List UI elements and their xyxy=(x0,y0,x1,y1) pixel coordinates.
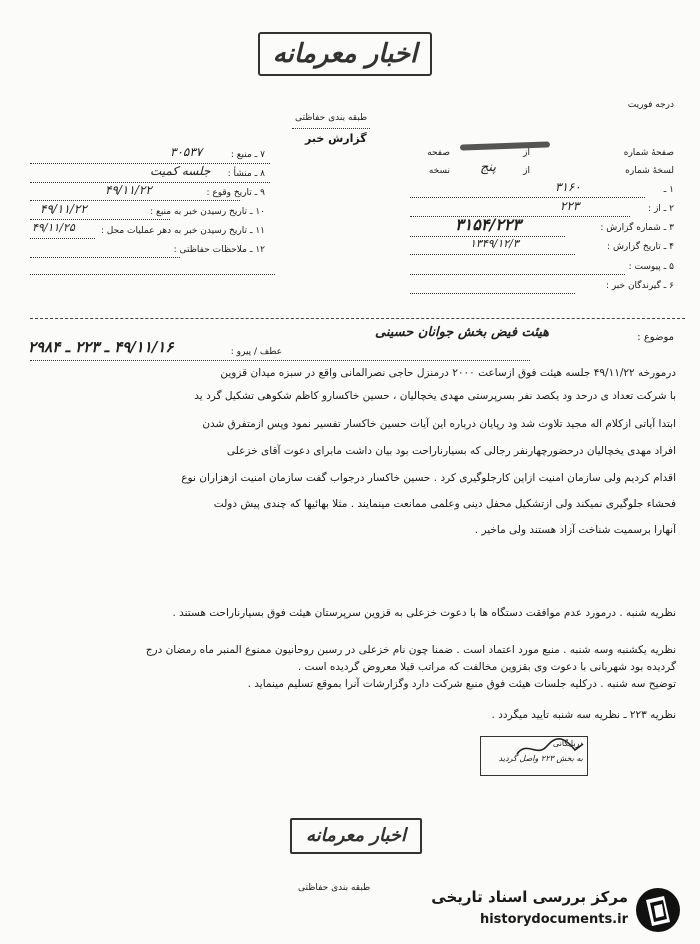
attachment-label: ۵ ـ پیوست : xyxy=(628,262,674,272)
body-line: افراد مهدی یخچالیان درحضورچهارنفر رجالی که بسیارناراحت بود بیان داشت مابرای دعوت آقای خزعلی xyxy=(226,445,676,457)
urgency-label: درجه فوریت xyxy=(627,100,674,110)
local-received-label: ۱۱ ـ تاریخ رسیدن خبر به دهر عملیات محل : xyxy=(100,226,265,236)
bottom-stamp-text: اخبار معرمانه xyxy=(305,825,407,846)
footer-org-name: مرکز بررسی اسناد تاریخی xyxy=(431,888,628,906)
footer-url: historydocuments.ir xyxy=(479,912,628,927)
top-stamp xyxy=(258,32,432,76)
body-line: ابتدا آیاتی ازکلام اله مجید تلاوت شد ود رپایان درباره این آیات حسین خاکسار تفسیر نمود وپس ازمتفرق شدن xyxy=(202,418,676,430)
item1-label: ۱ ـ xyxy=(663,185,674,195)
occurrence-date-label: ۹ ـ تاریخ وقوع : xyxy=(206,188,265,198)
report-title: گزارش خبر xyxy=(305,132,367,145)
classification-top: طبقه بندی حفاظتی xyxy=(295,113,368,123)
redaction-mark xyxy=(460,141,550,150)
top-stamp-text: اخبار معرمانه xyxy=(272,39,418,69)
subject-value: هیئت فیض بخش جوانان حسینی xyxy=(375,325,550,340)
copy-number-label: لسخهٔ شماره xyxy=(625,166,674,176)
body-line: اقدام کردیم ولی سازمان امنیت ازاین کارجلوگیری کرد . حسین خاکسار درجواب گفت سازمان امنیت ازهزاران نوع xyxy=(181,472,676,484)
body-line: آنهارا برسمیت شناخت آزاد هستند ولی ماخیر . xyxy=(474,524,676,536)
source-received-label: ۱۰ ـ تاریخ رسیدن خبر به منبع : xyxy=(150,207,265,217)
report-date-label: ۴ ـ تاریخ گزارش : xyxy=(607,242,674,252)
security-notes-label: ۱۲ ـ ملاحظات حفاظتی : xyxy=(173,245,265,255)
report-number-label: ۳ ـ شماره گزارش : xyxy=(600,223,674,233)
copy-end-label: نسخه xyxy=(428,166,450,176)
copy-of-label: از xyxy=(523,166,530,176)
note-line: توضیح سه شنبه . درکلیه جلسات هیئت فوق منبع شرکت دارد وگزارشات آنرا بموقع تسلیم مینماید . xyxy=(247,678,676,690)
note-line: نظریه یکشنبه وسه شنبه . منبع مورد اعتماد است . ضمنا چون نام خزعلی در رسبن روحانیون ممنوع المنبر ماه رمضان درج xyxy=(145,644,676,656)
subject-label: موضوع : xyxy=(637,332,674,343)
body-line: با شرکت تعداد ی درحد ود یکصد نفر بسرپرستی مهدی یخچالیان ، حسین خاکسارو کاظم شکوهی تشکیل گرد ید xyxy=(194,390,676,402)
occurrence-date-value: ۴۹/۱۱/۲۲ xyxy=(105,183,152,197)
received-stamp-line1: دربایگانی xyxy=(552,739,583,748)
note-line: گردیده بود شهربانی با دعوت وی بقزوین مخالفت که مراتب قبلا معروض گردیده است . xyxy=(297,661,676,673)
report-number-value: ۳۱۵۴/۲۲۳ xyxy=(455,215,521,234)
local-received-value: ۴۹/۱۱/۲۵ xyxy=(32,221,75,234)
source-received-value: ۴۹/۱۱/۲۲ xyxy=(40,202,87,216)
item1-value: ۳۱۶۰ xyxy=(555,180,581,194)
page-number-label: صفحهٔ شماره xyxy=(623,148,674,158)
body-line: فحشاء جلوگیری نمیکند ولی ازتشکیل محفل دینی وعلمی ممانعت مینمایند . مثلا بهائیها که چندی پیش دولت xyxy=(213,498,676,510)
page-of-label: از xyxy=(523,148,530,158)
signature-mark xyxy=(515,736,585,760)
report-date-value: ۱۳۴۹/۱۲/۳ xyxy=(470,237,519,250)
note-line: نظریه ۲۲۳ ـ نظریه سه شنبه تایید میگردد . xyxy=(491,709,676,721)
copy-number-value: پنج xyxy=(480,160,496,175)
source-label: ۷ ـ منبع : xyxy=(230,150,265,160)
note-line: نظریه شنبه . درمورد عدم موافقت دستگاه ها با دعوت خزعلی به قزوین سرپرستان هیئت فوق بسیارناراحت هستند . xyxy=(172,607,676,619)
reference-value: ۴۹/۱۱/۱۶ ـ ۲۲۳ ـ ۲۹۸۴ xyxy=(28,338,174,356)
archive-logo-icon xyxy=(634,886,682,934)
item2-value: ۲۲۳ xyxy=(560,199,580,213)
bottom-stamp xyxy=(290,818,422,854)
page-end-label: صفحه xyxy=(427,148,450,158)
item2-label: ۲ ـ از : xyxy=(648,204,674,214)
reference-label: عطف / پیرو : xyxy=(230,347,282,357)
origin-value: جلسه کمیت xyxy=(150,164,211,178)
source-value: ۳۰۵۳۷ xyxy=(170,145,203,159)
classification-bottom: طبقه بندی حفاظتی xyxy=(298,883,371,893)
recipients-label: ۶ ـ گیرندگان خبر : xyxy=(605,281,674,291)
separator-line xyxy=(30,318,685,319)
received-stamp-line2: به بخش ۲۲۳ واصل گردید xyxy=(498,754,583,763)
body-line: درمورخه ۴۹/۱۱/۲۲ جلسه هیئت فوق ازساعت ۲۰۰۰ درمنزل حاجی نصرالمانی واقع در سبزه میدان قزوین xyxy=(220,367,676,379)
origin-label: ۸ ـ منشأ : xyxy=(227,169,265,179)
